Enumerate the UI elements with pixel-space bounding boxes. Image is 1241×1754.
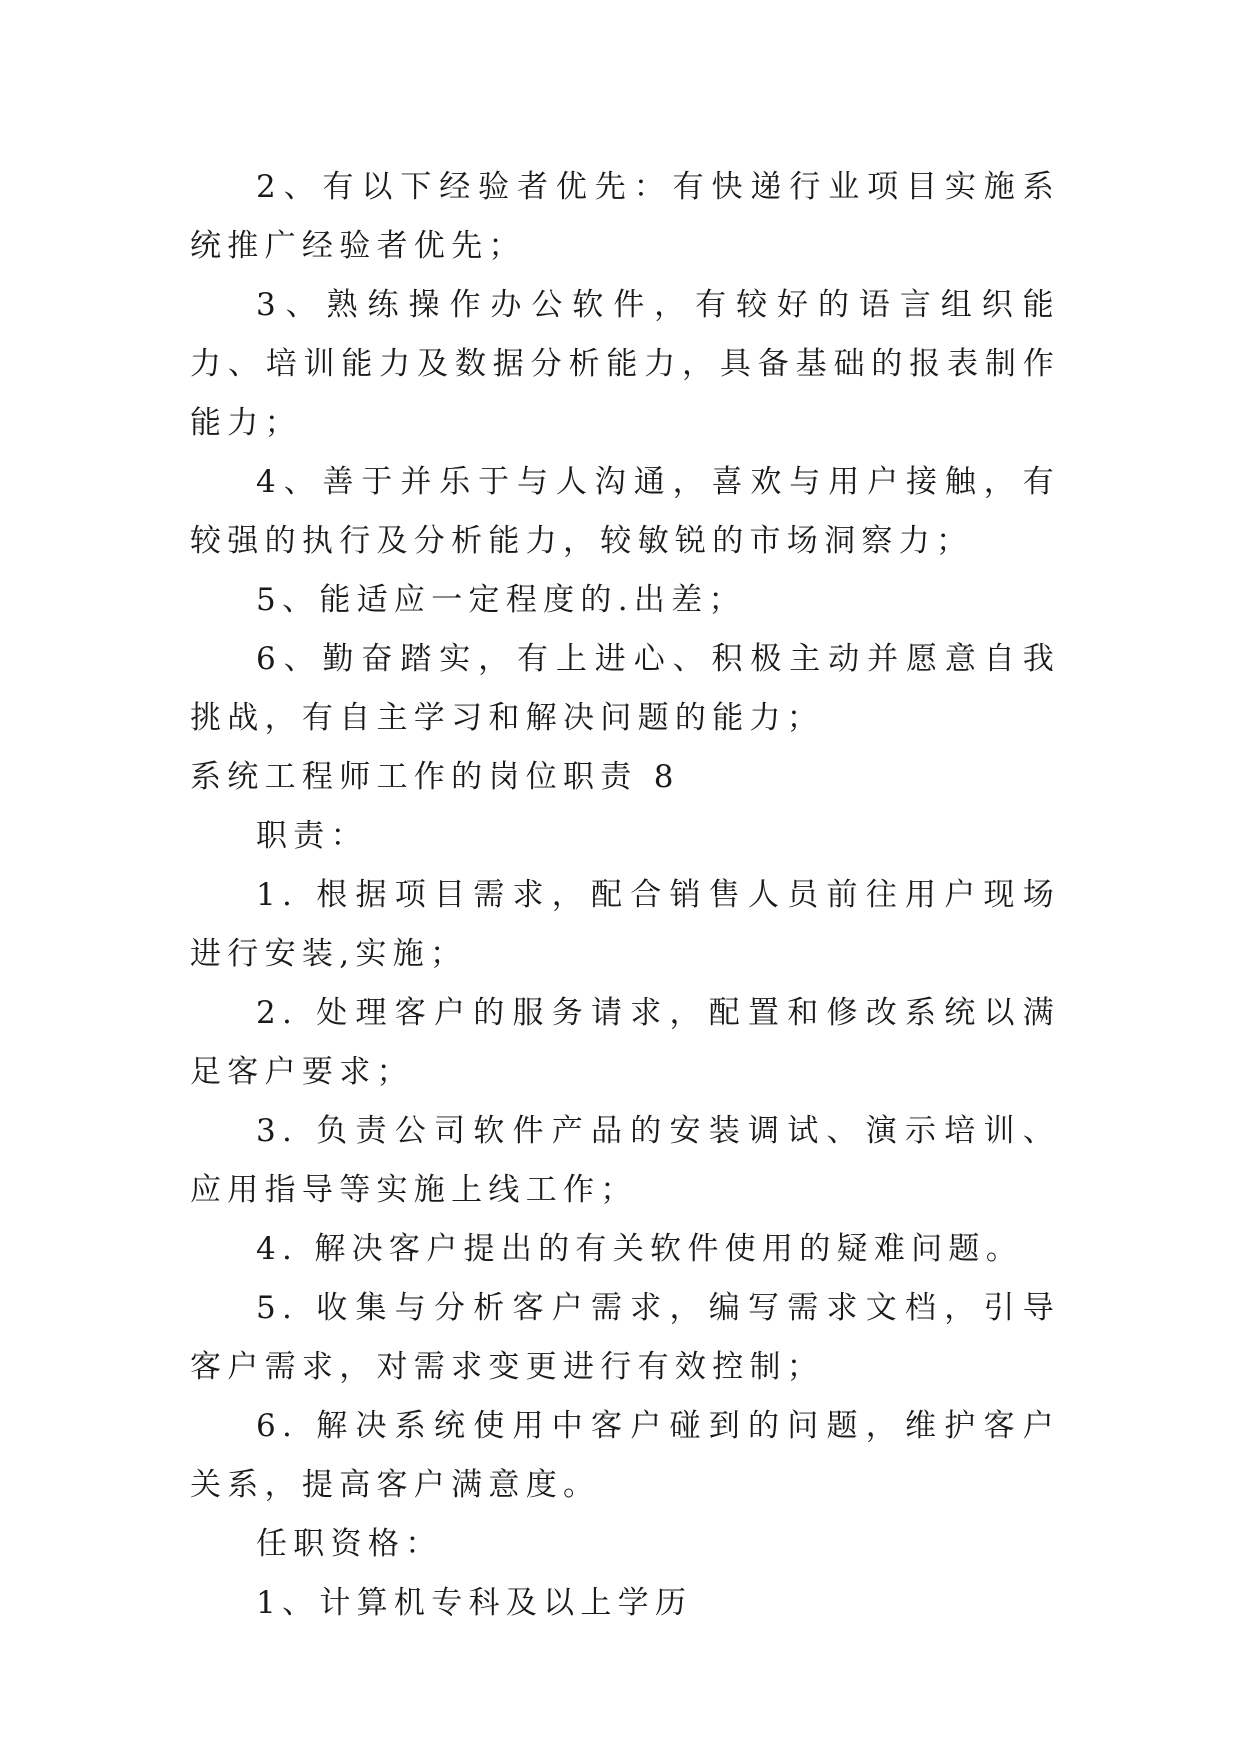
paragraph-duty-6: 6. 解决系统使用中客户碰到的问题，维护客户关系，提高客户满意度。 (190, 1408, 1060, 1503)
qualifications-label: 任职资格： (256, 1526, 443, 1562)
paragraph-duty-1: 1. 根据项目需求，配合销售人员前往用户现场进行安装,实施； (190, 877, 1060, 972)
paragraph-duty-2: 2. 处理客户的服务请求，配置和修改系统以满足客户要求； (190, 995, 1060, 1090)
paragraph-requirement-2: 2、有以下经验者优先：有快递行业项目实施系统推广经验者优先； (190, 169, 1060, 264)
paragraph-requirement-5: 5、能适应一定程度的.出差； (256, 582, 746, 618)
paragraph-requirement-6: 6、勤奋踏实，有上进心、积极主动并愿意自我挑战，有自主学习和解决问题的能力； (190, 641, 1060, 736)
paragraph-duty-4: 4. 解决客户提出的有关软件使用的疑难问题。 (256, 1231, 1024, 1267)
paragraph-requirement-4: 4、善于并乐于与人沟通，喜欢与用户接触，有较强的执行及分析能力，较敏锐的市场洞察力； (190, 464, 1060, 559)
paragraph-qualification-1: 1、计算机专科及以上学历 (256, 1585, 693, 1621)
paragraph-duty-3: 3. 负责公司软件产品的安装调试、演示培训、应用指导等实施上线工作； (190, 1113, 1060, 1208)
duties-label: 职责： (256, 818, 368, 854)
paragraph-duty-5: 5. 收集与分析客户需求，编写需求文档，引导客户需求，对需求变更进行有效控制； (190, 1290, 1060, 1385)
document-body (190, 158, 1060, 1633)
section-heading: 系统工程师工作的岗位职责 8 (190, 759, 680, 795)
paragraph-requirement-3: 3、熟练操作办公软件，有较好的语言组织能力、培训能力及数据分析能力，具备基础的报表制作能力； (190, 287, 1060, 441)
